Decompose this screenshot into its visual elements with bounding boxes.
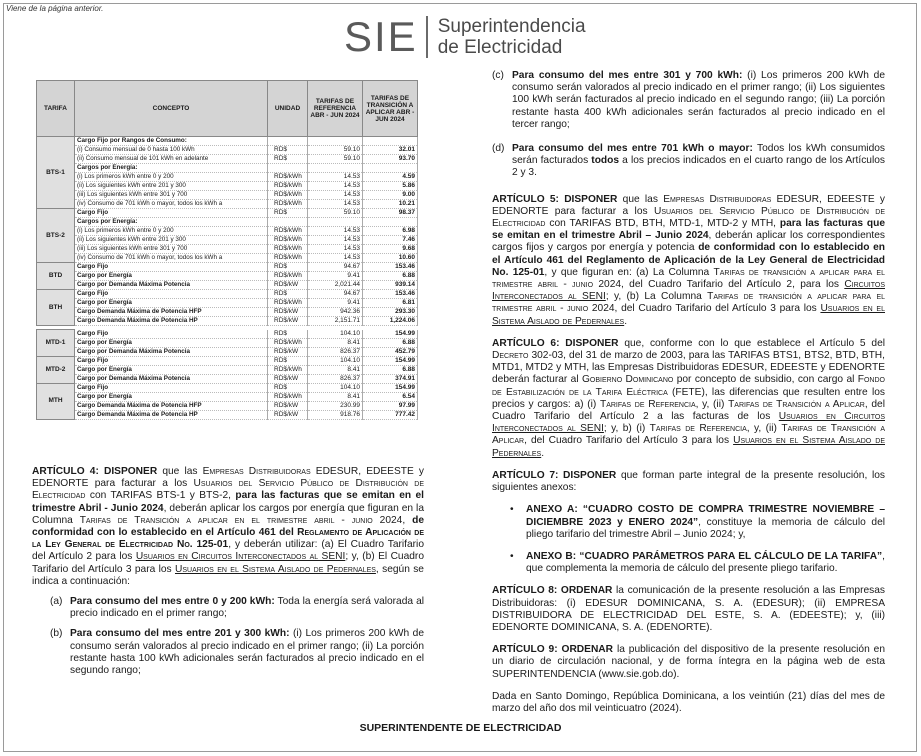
concept-cell: (i) Los primeros kWh entre 0 y 200 [75, 227, 268, 236]
t: Tarifas de Transición a Aplicar [728, 398, 865, 410]
item-a [32, 596, 424, 620]
t: , constituye la memoria de cálculo del pliego tarifario del trimestre Abril – Junio 2024; y, [526, 516, 886, 540]
annex-a [492, 504, 885, 541]
concept-cell: (ii) Los siguientes kWh entre 201 y 300 [75, 182, 268, 191]
ref-cell: 104.10 [308, 330, 363, 339]
table-row [37, 290, 418, 299]
concept-cell: Cargo Demanda Máxima de Potencia HP [75, 410, 268, 419]
concept-cell: Cargo por Demanda Máxima Potencia [75, 281, 268, 290]
ref-cell: 14.53 [308, 227, 363, 236]
unit-cell [268, 137, 308, 146]
trans-cell: 98.37 [363, 209, 418, 218]
annex-b-text [526, 551, 885, 575]
ref-cell [308, 218, 363, 227]
article-7-head: ARTÍCULO 7: DISPONER [492, 469, 617, 481]
concept-cell: Cargo Fijo [75, 330, 268, 339]
concept-cell: (iv) Consumo de 701 kWh o mayor, todos los kWh a [75, 254, 268, 263]
table-row [37, 281, 418, 290]
table-row [37, 308, 418, 317]
table-row [37, 347, 418, 356]
table-row [37, 410, 418, 419]
unit-cell: RD$/kWh [268, 191, 308, 200]
ref-cell: 9.41 [308, 272, 363, 281]
trans-cell: 1,224.06 [363, 317, 418, 326]
article-4-head: ARTÍCULO 4: DISPONER [32, 466, 158, 477]
table-row [37, 236, 418, 245]
ref-cell [308, 137, 363, 146]
t: Reglamento de Aplicación de la Ley General de Electricidad No. 125-01 [32, 527, 425, 551]
sie-logo [344, 13, 586, 60]
table-row [37, 383, 418, 392]
table-row [37, 330, 418, 339]
trans-cell: 93.70 [363, 155, 418, 164]
table-row [37, 365, 418, 374]
ref-cell: 826.37 [308, 347, 363, 356]
unit-cell: RD$ [268, 356, 308, 365]
t: Tarifas de Referencia [649, 423, 747, 435]
article-4 [32, 466, 424, 588]
t: , según se indica a continuación: [32, 563, 424, 587]
trans-cell: 6.88 [363, 338, 418, 347]
t: con TARIFAS BTS-1 y BTS-2, [85, 490, 236, 502]
t: , [402, 514, 413, 526]
t: 2024, del Cuadro Tarifario del Artículo 3 para los [588, 303, 821, 315]
t: . [624, 315, 628, 327]
t: , y que figuran en: (a) La Columna [544, 266, 714, 278]
t: Empresas Distribuidoras [663, 193, 772, 205]
concept-cell: Cargo por Energía [75, 365, 268, 374]
t: la publicación del dispositivo de la presente resolución en un diario de circulación nacional, y de forma íntegra en la página web de esta SUPERINTENDENCIA (www.sie.gob.do). [492, 644, 885, 680]
unit-cell: RD$/kWh [268, 392, 308, 401]
annex-b [492, 551, 885, 575]
concept-cell: Cargo por Energía [75, 272, 268, 281]
t: (FETE), las diferencias que resulten entre los precios y cargos: a) (i) [492, 386, 885, 410]
t: por concepto de subsidio, con cargo al [673, 374, 858, 386]
item-b-label: (b) [50, 628, 63, 640]
trans-cell: 4.59 [363, 173, 418, 182]
trans-cell: 6.88 [363, 272, 418, 281]
table-row [37, 182, 418, 191]
t: Usuarios en el Sistema Aislado de Pedernales [174, 563, 376, 575]
signature: SUPERINTENDENTE DE ELECTRICIDAD [359, 722, 562, 734]
tariff-body [37, 137, 418, 420]
ref-cell: 14.53 [308, 173, 363, 182]
item-d [492, 143, 885, 180]
table-row [37, 218, 418, 227]
bullet-icon: • [510, 550, 514, 562]
table-row [37, 227, 418, 236]
t: , del Cuadro Tarifario del Artículo 2, para los [621, 279, 845, 291]
trans-cell: 9.68 [363, 245, 418, 254]
ref-cell: 104.10 [308, 356, 363, 365]
article-8 [492, 585, 885, 634]
table-row [37, 155, 418, 164]
tarifa-cell: BTD [37, 263, 75, 290]
unit-cell [268, 218, 308, 227]
t: Usuarios del Servicio Público de Distribución de Electricidad [492, 205, 885, 230]
logo-line-2: de Electricidad [437, 37, 563, 58]
table-row [37, 245, 418, 254]
header-tarifa: TARIFA [37, 81, 75, 137]
concept-cell: (iv) Consumo de 701 kWh o mayor, todos los kWh a [75, 200, 268, 209]
trans-cell: 153.46 [363, 290, 418, 299]
unit-cell: RD$/kWh [268, 200, 308, 209]
trans-cell: 293.30 [363, 308, 418, 317]
concept-cell: Cargo Fijo [75, 383, 268, 392]
table-row [37, 401, 418, 410]
article-9 [492, 644, 885, 681]
unit-cell: RD$ [268, 383, 308, 392]
t: ; y, (b) La Columna [605, 291, 708, 303]
t: a los precios indicados en el cuarto rango de los Artículos 2 y 3. [512, 155, 885, 179]
concept-cell: Cargos por Energía: [75, 218, 268, 227]
trans-cell: 154.99 [363, 330, 418, 339]
header-transicion: TARIFAS DE TRANSICIÓN A APLICAR ABR - JUN 2024 [363, 81, 418, 137]
t: Para consumo del mes entre 701 kWh o mayor: [512, 143, 753, 155]
closing-text: Dada en Santo Domingo, República Dominicana, a los veintiún (21) días del mes de marzo del año dos mil veinticuatro (2024). [492, 690, 885, 714]
t: Usuarios en el Sistema Aislado de Pedernales [492, 303, 885, 327]
t: , y deberán utilizar: (a) El Cuadro Tarifario del Artículo 2 para los [32, 539, 424, 563]
ref-cell: 104.10 [308, 383, 363, 392]
t: que, conforme con lo que establece el Artículo 5 del [618, 337, 885, 349]
header-referencia: TARIFAS DE REFERENCIA ABR - JUN 2024 [308, 81, 363, 137]
ref-cell: 8.41 [308, 338, 363, 347]
table-row [37, 146, 418, 155]
t: Fondo de Estabilización de la Tarifa Eléctrica [492, 374, 885, 398]
trans-cell: 97.99 [363, 401, 418, 410]
ref-cell: 94.67 [308, 263, 363, 272]
table-row [37, 374, 418, 383]
unit-cell: RD$/kWh [268, 365, 308, 374]
table-row [37, 392, 418, 401]
tarifa-cell: BTS-1 [37, 137, 75, 209]
concept-cell: Cargo por Demanda Máxima Potencia [75, 347, 268, 356]
table-row [37, 254, 418, 263]
trans-cell: 374.91 [363, 374, 418, 383]
trans-cell: 452.79 [363, 347, 418, 356]
unit-cell: RD$/kWh [268, 254, 308, 263]
t: , del Cuadro Tarifario del Artículo 3 para los [524, 435, 734, 447]
article-5-head: ARTÍCULO 5: DISPONER [492, 193, 618, 205]
item-c-text [512, 70, 885, 131]
trans-cell: 32.01 [363, 146, 418, 155]
t: que forman parte integral de la presente resolución, los siguientes anexos: [492, 469, 885, 494]
t: Gobierno Dominicano [581, 374, 674, 386]
trans-cell: 6.88 [363, 365, 418, 374]
unit-cell: RD$/kWh [268, 182, 308, 191]
header-concepto: CONCEPTO [75, 81, 268, 137]
t: . [541, 447, 545, 459]
t: Para consumo del mes entre 0 y 200 kWh: [70, 596, 275, 608]
header-unidad: UNIDAD [268, 81, 308, 137]
table-row [37, 356, 418, 365]
unit-cell: RD$/kWh [268, 173, 308, 182]
article-7 [492, 470, 885, 494]
t: que las [157, 466, 203, 477]
tarifa-cell: MTD-2 [37, 356, 75, 383]
t: Usuarios en el Sistema Aislado de Pedernales [492, 435, 885, 459]
item-b-text [70, 628, 424, 677]
tarifa-cell: BTH [37, 290, 75, 326]
t: de conformidad con lo establecido en el Artículo 461 del [32, 514, 424, 539]
item-a-label: (a) [50, 596, 63, 608]
unit-cell: RD$/kWh [268, 245, 308, 254]
item-a-text [70, 596, 424, 620]
continued-label: Viene de la página anterior. [6, 4, 104, 13]
item-b [32, 628, 424, 677]
unit-cell: RD$/kWh [268, 272, 308, 281]
trans-cell: 6.98 [363, 227, 418, 236]
concept-cell: Cargo Fijo [75, 209, 268, 218]
table-row [37, 191, 418, 200]
table-row [37, 209, 418, 218]
concept-cell: Cargos por Energía: [75, 164, 268, 173]
ref-cell: 14.53 [308, 182, 363, 191]
ref-cell: 14.53 [308, 200, 363, 209]
unit-cell [268, 164, 308, 173]
trans-cell: 154.99 [363, 383, 418, 392]
t: Empresas Distribuidoras [202, 466, 311, 477]
t: Circuitos Interconectados al SENI [492, 279, 885, 303]
concept-cell: Cargo Demanda Máxima de Potencia HFP [75, 308, 268, 317]
concept-cell: (i) Consumo mensual de 0 hasta 100 kWh [75, 146, 268, 155]
t: que las [617, 193, 664, 205]
unit-cell: RD$/kW [268, 281, 308, 290]
unit-cell: RD$ [268, 155, 308, 164]
t: para las facturas que se emitan en el trimestre Abril - Junio 2024 [32, 490, 424, 514]
concept-cell: Cargo por Energía [75, 299, 268, 308]
ref-cell: 942.36 [308, 308, 363, 317]
t: para las facturas que se emitan en el trimestre Abril – Junio 2024 [492, 218, 885, 242]
t: , y, (ii) [746, 423, 782, 435]
left-column [32, 466, 424, 685]
trans-cell: 10.60 [363, 254, 418, 263]
t: (i) Los primeros 200 kWh de consumo serán valorados al precio indicado en el primer rango; (ii) La porción restante hasta 100 kWh adicionales serán facturados al precio indicado en el segundo rango; [70, 628, 424, 677]
concept-cell: (iii) Los siguientes kWh entre 301 y 700 [75, 245, 268, 254]
unit-cell: RD$/kW [268, 410, 308, 419]
ref-cell: 8.41 [308, 365, 363, 374]
table-row [37, 317, 418, 326]
ref-cell: 14.53 [308, 191, 363, 200]
concept-cell: (iii) Los siguientes kWh entre 301 y 700 [75, 191, 268, 200]
tarifa-cell: MTD-1 [37, 330, 75, 357]
t: Tarifas de transición a aplicar para el trimestre abril - junio [492, 291, 886, 315]
t: Tarifas de transición a aplicar para el trimestre abril - junio 2024 [492, 266, 885, 291]
concept-cell: (i) Los primeros kWh entre 0 y 200 [75, 173, 268, 182]
t: todos [591, 155, 620, 167]
ref-cell: 94.67 [308, 290, 363, 299]
item-d-label: (d) [492, 143, 505, 155]
annex-a-text [526, 504, 885, 541]
t: , del Cuadro Tarifario del Artículo 2 a las facturas de los [492, 398, 885, 423]
logo-divider [426, 16, 428, 58]
t: de conformidad con lo establecido en el Artículo 461 del Reglamento de Aplicación de la Ley General de Electricidad No. 125-01 [492, 242, 885, 278]
ref-cell: 2,151.71 [308, 317, 363, 326]
item-d-text [512, 143, 885, 180]
ref-cell: 918.76 [308, 410, 363, 419]
item-c-label: (c) [492, 70, 504, 81]
unit-cell: RD$ [268, 209, 308, 218]
tarifa-cell: BTS-2 [37, 209, 75, 263]
ref-cell: 230.99 [308, 401, 363, 410]
unit-cell: RD$/kW [268, 317, 308, 326]
tariff-table [36, 80, 418, 420]
concept-cell: (ii) Consumo mensual de 101 kWh en adelante [75, 155, 268, 164]
unit-cell: RD$/kWh [268, 227, 308, 236]
t: , deberán aplicar los correspondientes cargos fijos y cargos por energía y potencia [492, 230, 885, 254]
t: ANEXO A: “CUADRO COSTO DE COMPRA TRIMESTRE NOVIEMBRE – DICIEMBRE 2023 y ENERO 2024” [526, 504, 885, 528]
t: Decreto [492, 350, 529, 362]
t: EDESUR, EDEESTE y EDENORTE para facturar a los [32, 466, 424, 490]
trans-cell: 7.46 [363, 236, 418, 245]
concept-cell: (ii) Los siguientes kWh entre 201 y 300 [75, 236, 268, 245]
t: Toda la energía será valorada al precio indicado en el primer rango; [70, 596, 424, 620]
logo-mark: SIE [344, 13, 418, 60]
unit-cell: RD$ [268, 263, 308, 272]
t: ; y, (b) El Cuadro Tarifario del Artículo 3 para los [32, 551, 424, 575]
ref-cell: 59.10 [308, 146, 363, 155]
unit-cell: RD$/kWh [268, 236, 308, 245]
table-row [37, 338, 418, 347]
trans-cell: 10.21 [363, 200, 418, 209]
logo-line-1: Superintendencia [437, 16, 586, 37]
t: 302-03, del 31 de marzo de 2003, para las TARIFAS BTS1, BTS2, BTD, BTH, MTD1, MTD2 y MTH, las Empresas Distribuidoras EDESUR, EDEESTE y EDENORTE deberán facturar al [492, 350, 885, 386]
table-row [37, 164, 418, 173]
article-9-head: ARTÍCULO 9: ORDENAR [492, 644, 614, 656]
trans-cell [363, 218, 418, 227]
unit-cell: RD$/kW [268, 374, 308, 383]
t: Para consumo del mes entre 301 y 700 kWh: [512, 70, 743, 81]
trans-cell: 777.42 [363, 410, 418, 419]
trans-cell [363, 137, 418, 146]
trans-cell: 154.99 [363, 356, 418, 365]
ref-cell: 9.41 [308, 299, 363, 308]
item-c [492, 70, 885, 131]
table-row [37, 299, 418, 308]
t: Tarifas de Transición a aplicar en el trimestre abril - junio 2024 [79, 514, 403, 526]
t: la comunicación de la presente resolución a las Empresas Distribuidoras: (i) EDESUR DOMINICANA, S. A. (EDESUR); (ii) EMPRESA DISTRIBUIDORA DE ELECTRICIDAD DEL ESTE, S. A. (EDEESTE); y, (iii) EDENORTE DOMINICANA, S. A. (EDENORTE). [492, 585, 885, 633]
t: EDESUR, EDEESTE y EDENORTE para facturar a los [492, 193, 885, 217]
article-6-head: ARTÍCULO 6: DISPONER [492, 337, 619, 349]
t: Usuarios en Circuitos Interconectados al SENI [135, 551, 346, 563]
trans-cell: 9.00 [363, 191, 418, 200]
unit-cell: RD$ [268, 146, 308, 155]
t: , que complementa la memoria de cálculo del presente pliego tarifario. [526, 550, 885, 575]
table-row [37, 272, 418, 281]
table-row [37, 263, 418, 272]
t: (i) Los primeros 200 kWh de consumo serán valorados al precio indicado en el primer rango; (ii) Los siguientes 100 kWh serán facturados al precio indicado en el segundo rango; (iii) La porción restante hasta 400 kWh adicionales serán facturados al precio indicado en el tercer rango; [512, 70, 885, 130]
concept-cell: Cargo Demanda Máxima de Potencia HFP [75, 401, 268, 410]
trans-cell: 6.54 [363, 392, 418, 401]
t: Tarifas de Referencia [599, 398, 696, 410]
table-row [37, 200, 418, 209]
t: Usuarios en Circuitos Interconectados al SENI [492, 411, 885, 435]
ref-cell: 8.41 [308, 392, 363, 401]
concept-cell: Cargo por Energía [75, 338, 268, 347]
t: Todos los kWh consumidos serán facturados [512, 143, 885, 167]
ref-cell [308, 164, 363, 173]
ref-cell: 14.53 [308, 245, 363, 254]
trans-cell [363, 164, 418, 173]
unit-cell: RD$/kW [268, 308, 308, 317]
concept-cell: Cargo por Energía [75, 392, 268, 401]
unit-cell: RD$/kWh [268, 299, 308, 308]
ref-cell: 14.53 [308, 236, 363, 245]
trans-cell: 939.14 [363, 281, 418, 290]
ref-cell: 59.10 [308, 209, 363, 218]
article-5 [492, 194, 885, 328]
concept-cell: Cargo Fijo [75, 356, 268, 365]
concept-cell: Cargo Demanda Máxima de Potencia HP [75, 317, 268, 326]
t: Tarifas de Transición a Aplicar [492, 423, 885, 447]
table-row [37, 137, 418, 146]
trans-cell: 5.86 [363, 182, 418, 191]
right-column [492, 70, 885, 723]
article-8-head: ARTÍCULO 8: ORDENAR [492, 585, 613, 597]
ref-cell: 59.10 [308, 155, 363, 164]
t: , deberán aplicar los cargos por energía que figuran en la Columna [32, 502, 424, 526]
tarifa-cell: MTH [37, 383, 75, 419]
ref-cell: 826.37 [308, 374, 363, 383]
t: Usuarios del Servicio Público de Distribución de Electricidad [32, 478, 424, 502]
t: , y, (ii) [695, 398, 729, 410]
unit-cell: RD$/kW [268, 347, 308, 356]
article-6 [492, 338, 885, 460]
t: ANEXO B: “CUADRO PARÁMETROS PARA EL CÁLCULO DE LA TARIFA” [526, 550, 883, 562]
unit-cell: RD$ [268, 290, 308, 299]
unit-cell: RD$/kWh [268, 338, 308, 347]
unit-cell: RD$ [268, 330, 308, 339]
t: Para consumo del mes entre 201 y 300 kWh: [70, 628, 290, 640]
trans-cell: 6.81 [363, 299, 418, 308]
concept-cell: Cargo Fijo [75, 290, 268, 299]
t: ; y, b) (i) [603, 423, 650, 435]
concept-cell: Cargo por Demanda Máxima Potencia [75, 374, 268, 383]
ref-cell: 14.53 [308, 254, 363, 263]
trans-cell: 153.46 [363, 263, 418, 272]
t: con TARIFAS BTD, BTH, MTD-1, MTD-2 y MTH, [545, 218, 780, 230]
unit-cell: RD$/kW [268, 401, 308, 410]
table-row [37, 173, 418, 182]
ref-cell: 2,021.44 [308, 281, 363, 290]
concept-cell: Cargo Fijo por Rangos de Consumo: [75, 137, 268, 146]
bullet-icon: • [510, 504, 514, 516]
concept-cell: Cargo Fijo [75, 263, 268, 272]
